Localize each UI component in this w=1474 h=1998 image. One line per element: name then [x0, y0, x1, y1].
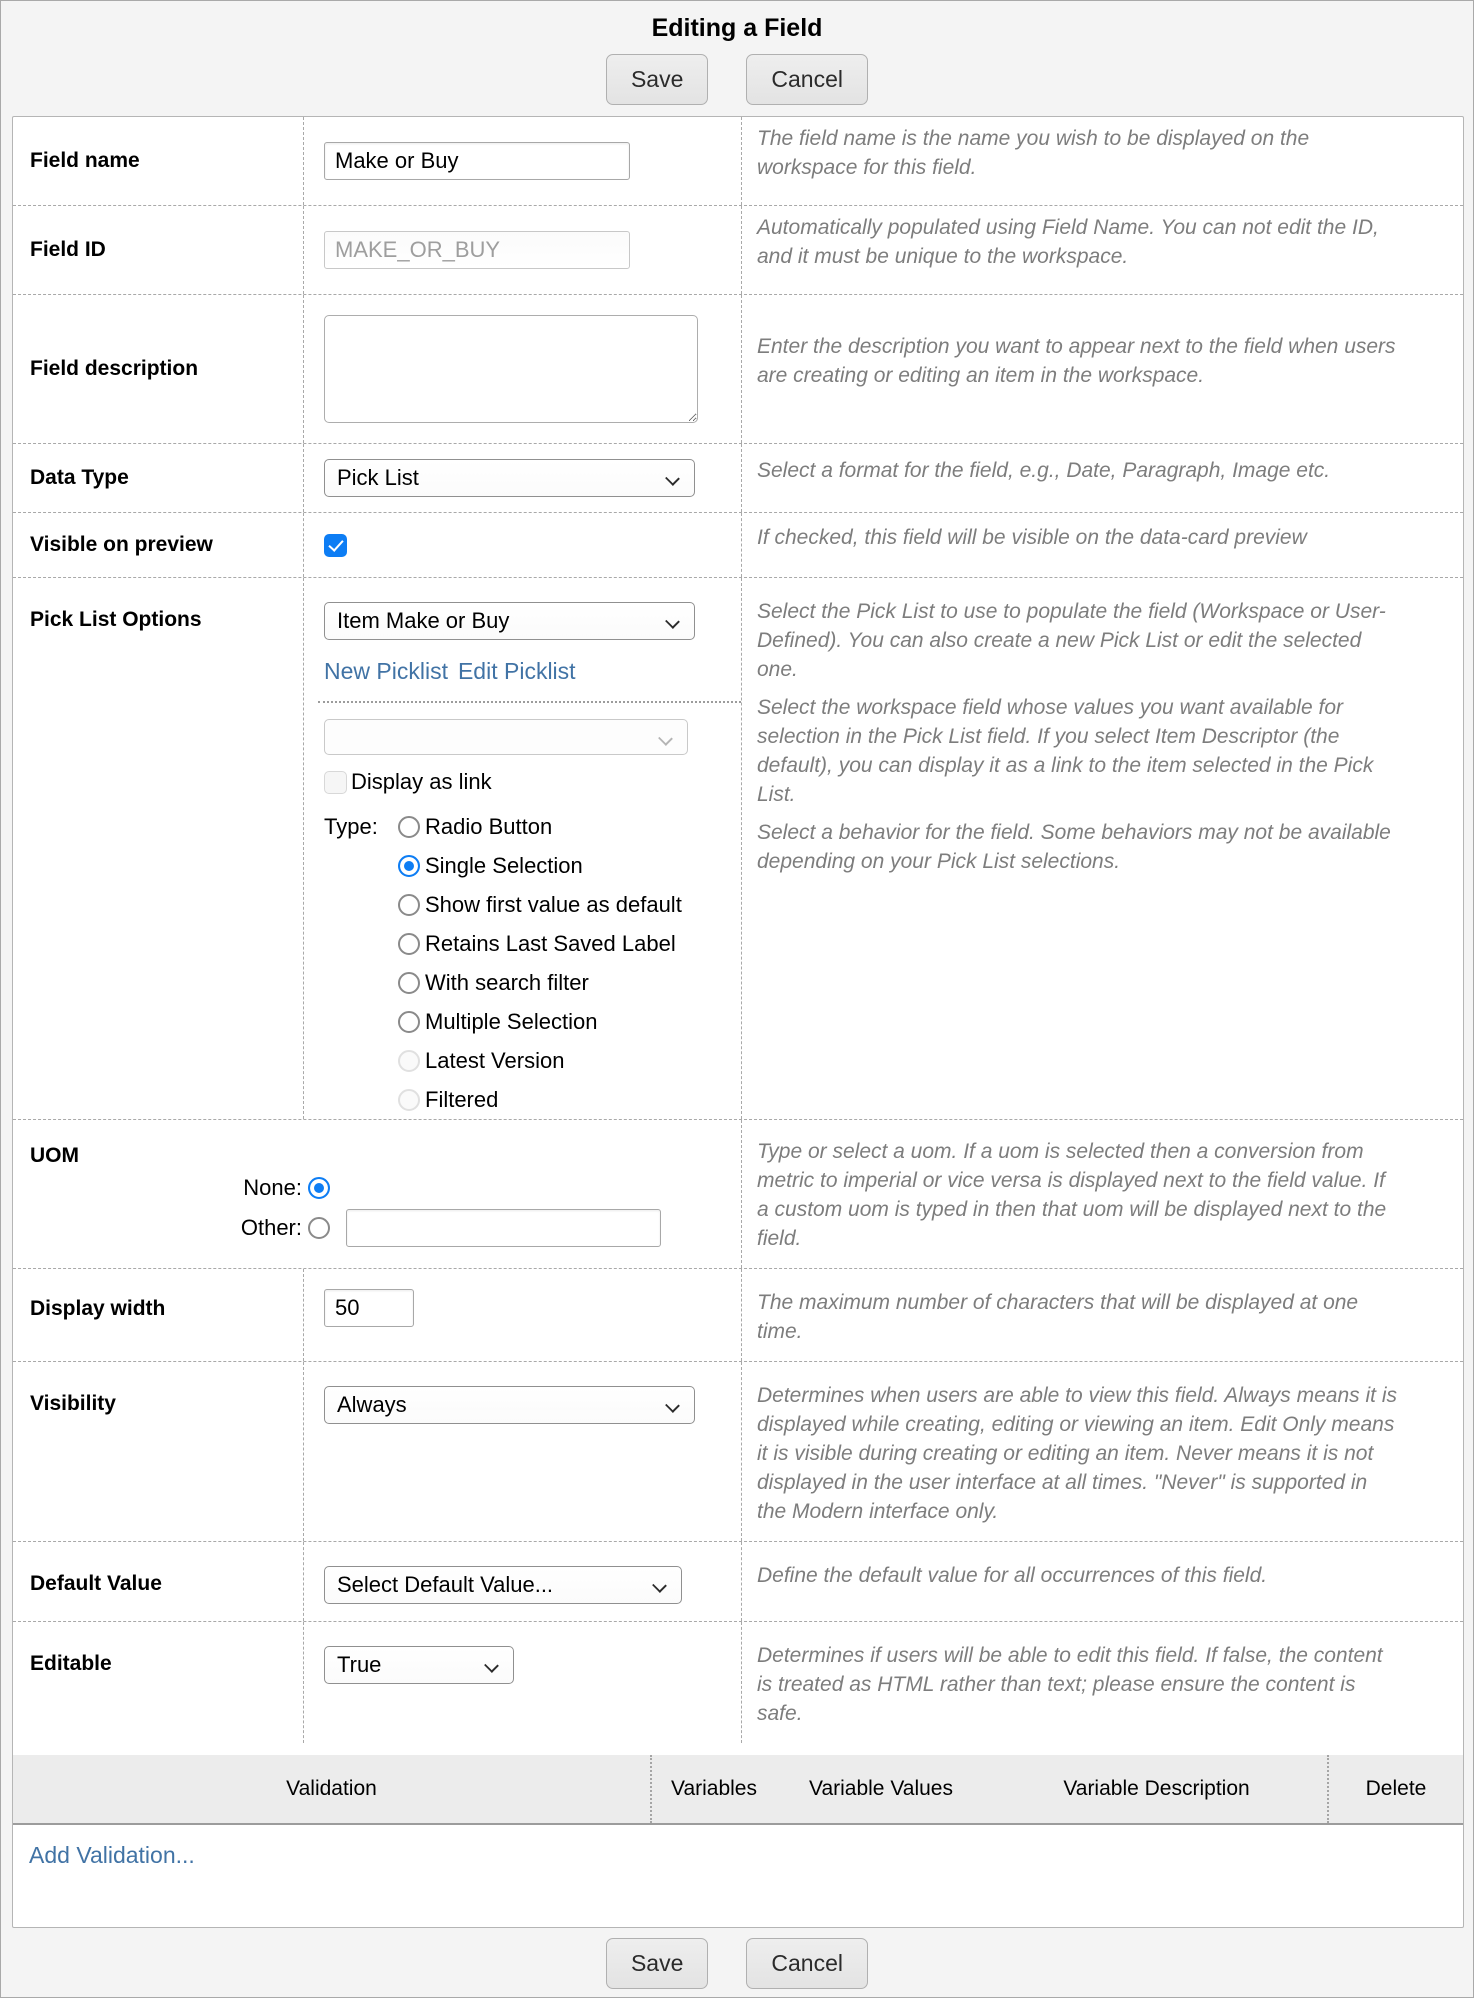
radio-selected-icon: [398, 855, 420, 877]
radio-icon: [398, 972, 420, 994]
row-display-width: [13, 1268, 1463, 1361]
visible-on-preview-description: If checked, this field will be visible on the data-card preview: [757, 525, 1307, 549]
editable-description: Determines if users will be able to edit this field. If false, the content is treated as HTML rather than text; please ensure the content is safe.: [757, 1643, 1383, 1725]
field-name-label: Field name: [30, 149, 140, 172]
type-option-latest-version: Latest Version: [398, 1041, 682, 1080]
add-validation-link[interactable]: Add Validation...: [29, 1841, 195, 1868]
default-value-select[interactable]: [324, 1566, 682, 1604]
uom-other-label: Other:: [240, 1215, 302, 1240]
pick-list-options-description: Select the Pick List to use to populate the field (Workspace or User-Defined). You can also create a new Pick List or edit the selected one. Select the workspace field whose values you want available for selection in the Pick List field. If you select Item Descriptor (the default), you can display it as a link to the item selected in the Pick List. Select a behavior for the field. Some behaviors may not be available depending on your Pick List selections.: [757, 600, 1391, 873]
radio-icon: [398, 1011, 420, 1033]
pick-list-options-label: Pick List Options: [30, 608, 202, 631]
radio-disabled-icon: [398, 1089, 420, 1111]
field-editor-panel: [12, 116, 1464, 1928]
column-header-variable-description: Variable Description: [1063, 1776, 1250, 1800]
visibility-selected-value: Always: [337, 1391, 407, 1417]
visible-on-preview-checkbox[interactable]: [324, 534, 347, 557]
visible-on-preview-label: Visible on preview: [30, 533, 213, 556]
field-name-description: The field name is the name you wish to be displayed on the workspace for this field.: [757, 127, 1310, 179]
row-field-name: [13, 117, 1463, 205]
uom-other-input[interactable]: [346, 1209, 661, 1247]
row-default-value: [13, 1541, 1463, 1621]
type-label: Type:: [324, 814, 378, 839]
chevron-down-icon: [652, 1578, 667, 1593]
field-id-description: Automatically populated using Field Name. You can not edit the ID, and it must be unique to the workspace.: [757, 216, 1379, 268]
type-option-with-search-filter[interactable]: With search filter: [398, 963, 682, 1002]
column-header-validation: Validation: [286, 1776, 377, 1800]
picklist-selected-value: Item Make or Buy: [337, 608, 510, 633]
header-button-row: [1, 54, 1473, 105]
chevron-down-icon: [665, 471, 680, 486]
uom-label: UOM: [30, 1144, 79, 1167]
type-option-radio-button[interactable]: Radio Button: [398, 807, 682, 846]
row-uom: [13, 1119, 1463, 1268]
visibility-label: Visibility: [30, 1391, 116, 1415]
display-width-label: Display width: [30, 1297, 166, 1320]
type-option-filtered: Filtered: [398, 1080, 682, 1119]
field-id-label: Field ID: [30, 238, 106, 261]
chevron-down-icon: [484, 1658, 499, 1673]
picklist-type-radio-group: [398, 807, 682, 1119]
field-id-input: [324, 231, 630, 269]
column-header-variable-values: Variable Values: [809, 1776, 953, 1800]
cancel-button-bottom[interactable]: Cancel: [746, 1938, 868, 1989]
display-width-description: The maximum number of characters that will be displayed at one time.: [757, 1291, 1359, 1343]
default-value-selected-value: Select Default Value...: [337, 1571, 554, 1597]
row-visible-on-preview: [13, 512, 1463, 577]
editable-label: Editable: [30, 1651, 112, 1675]
row-pick-list-options: [13, 577, 1463, 1119]
field-description-textarea[interactable]: [324, 315, 698, 423]
chevron-down-icon: [665, 614, 680, 629]
type-option-single-selection[interactable]: Single Selection: [398, 846, 682, 885]
data-type-selected-value: Pick List: [337, 465, 419, 490]
row-visibility: [13, 1361, 1463, 1541]
cancel-button-top[interactable]: Cancel: [746, 54, 868, 105]
column-header-variables: Variables: [650, 1755, 776, 1823]
data-type-label: Data Type: [30, 466, 129, 489]
uom-none-radio[interactable]: [308, 1177, 330, 1199]
editable-select[interactable]: [324, 1646, 514, 1684]
field-description-label: Field description: [30, 357, 199, 380]
field-name-input[interactable]: [324, 142, 630, 180]
display-as-link-label: Display as link: [351, 769, 492, 794]
save-button-top[interactable]: Save: [606, 54, 708, 105]
picklist-section-divider: [318, 701, 741, 703]
validation-table-header: [13, 1755, 1463, 1825]
page-title: Editing a Field: [651, 14, 823, 42]
row-field-description: [13, 294, 1463, 443]
radio-disabled-icon: [398, 1050, 420, 1072]
page-header: [1, 1, 1473, 116]
type-option-show-first-value[interactable]: Show first value as default: [398, 885, 682, 924]
row-editable: [13, 1621, 1463, 1743]
radio-icon: [398, 933, 420, 955]
uom-none-label: None:: [243, 1175, 302, 1200]
new-picklist-link[interactable]: New Picklist: [324, 658, 448, 684]
data-type-description: Select a format for the field, e.g., Date, Paragraph, Image etc.: [757, 458, 1331, 482]
type-option-retains-last-saved[interactable]: Retains Last Saved Label: [398, 924, 682, 963]
save-button-bottom[interactable]: Save: [606, 1938, 708, 1989]
editable-selected-value: True: [337, 1651, 382, 1677]
column-header-delete: Delete: [1327, 1755, 1463, 1823]
workspace-field-select: [324, 719, 688, 755]
row-data-type: [13, 443, 1463, 512]
default-value-description: Define the default value for all occurrences of this field.: [757, 1563, 1268, 1587]
radio-icon: [398, 816, 420, 838]
edit-picklist-link[interactable]: Edit Picklist: [457, 658, 576, 684]
display-width-input[interactable]: [324, 1289, 414, 1327]
radio-icon: [398, 894, 420, 916]
field-description-description: Enter the description you want to appear next to the field when users are creating or editing an item in the workspace.: [757, 335, 1396, 387]
visibility-select[interactable]: [324, 1386, 695, 1424]
uom-description: Type or select a uom. If a uom is selected then a conversion from metric to imperial or vice versa is displayed next to the field value. If a custom uom is typed in then that uom will be displayed next to the field.: [757, 1140, 1387, 1250]
chevron-down-icon: [665, 1398, 680, 1413]
chevron-down-icon: [658, 731, 673, 746]
default-value-label: Default Value: [30, 1571, 162, 1595]
row-field-id: [13, 205, 1463, 294]
page-footer: [1, 1928, 1473, 1998]
picklist-select[interactable]: [324, 602, 695, 640]
display-as-link-checkbox: [324, 771, 347, 794]
visibility-description: Determines when users are able to view this field. Always means it is displayed while creating, editing or viewing an item. Edit Only means it is visible during creating or editing an item. Never means it is not displayed in the user interface at all times. "Never" is supported in the Modern interface only.: [757, 1383, 1397, 1523]
data-type-select[interactable]: [324, 459, 695, 497]
uom-other-radio[interactable]: [308, 1217, 330, 1239]
type-option-multiple-selection[interactable]: Multiple Selection: [398, 1002, 682, 1041]
